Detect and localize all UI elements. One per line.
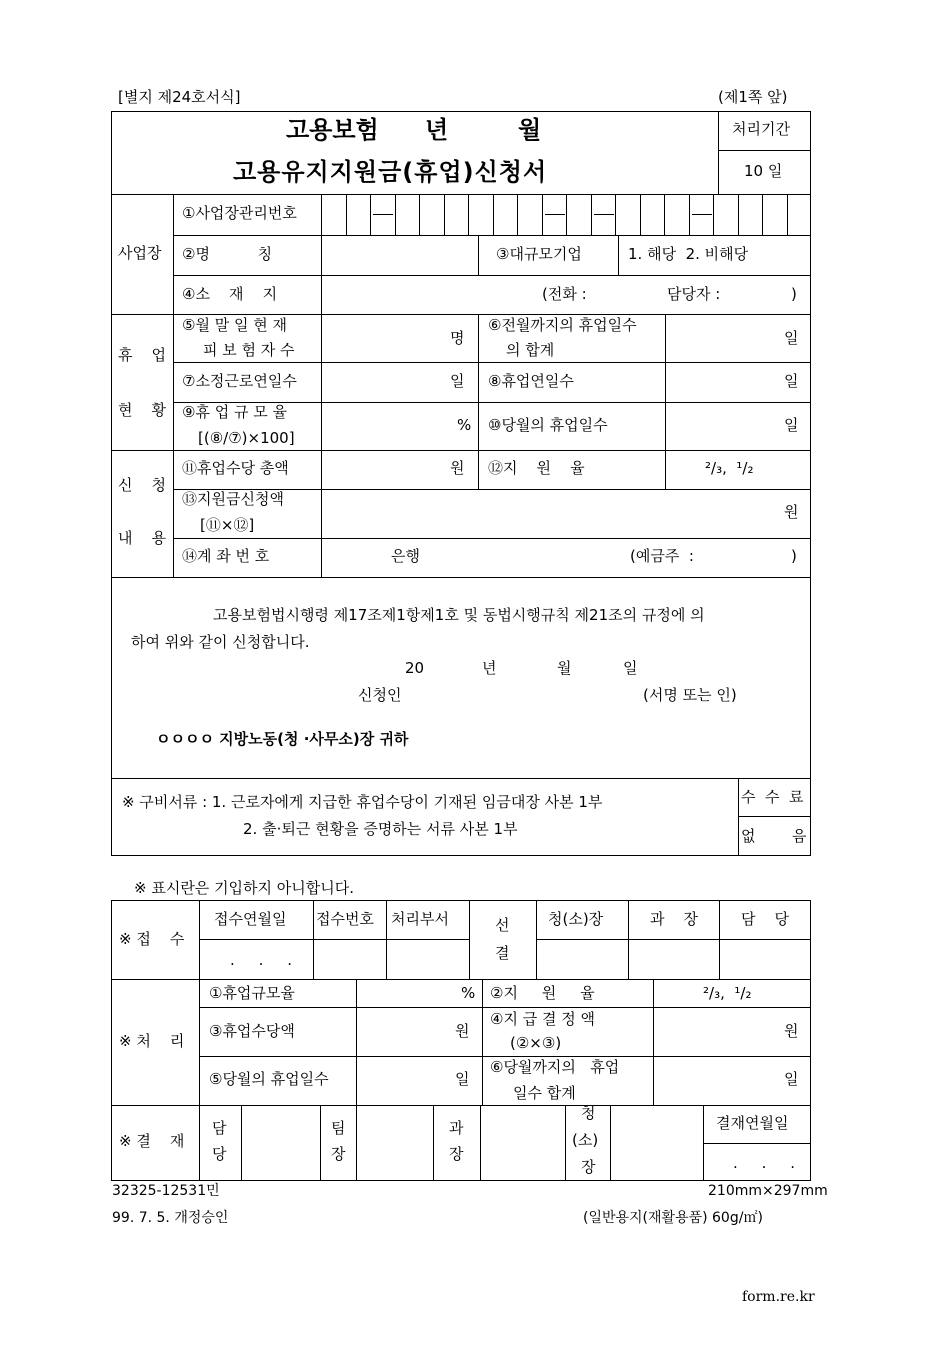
work-days-unit: 일 [450, 372, 465, 390]
date-year: 년 [482, 659, 497, 677]
a-chief-2: (소) [572, 1131, 599, 1149]
fee-value-b: 음 [792, 827, 807, 845]
date-year-prefix: 20 [405, 659, 425, 677]
a-date-dots: . . . [733, 1154, 795, 1172]
decision-label-a: 선 [495, 916, 510, 934]
amount-unit: 원 [784, 503, 799, 521]
insured-label-2: 피 보 험 자 수 [203, 341, 295, 359]
date-day: 일 [623, 659, 638, 677]
workplace-section-label: 사업장 [118, 244, 162, 262]
p-allowance-unit: 원 [455, 1022, 470, 1040]
large-company-label: ③대규모기업 [496, 245, 582, 263]
rate-label: ⑫지 원 율 [488, 459, 585, 477]
footer-size: 210mm×297mm [708, 1183, 828, 1199]
amount-label-1: ⑬지원금신청액 [182, 490, 284, 508]
contact-label: 담당자 : [667, 285, 721, 303]
prev-days-label-2: 의 합계 [506, 341, 555, 359]
p-total-label-1: ⑥당월까지의 휴업 [490, 1058, 620, 1076]
fee-label: 수 수 료 [741, 788, 804, 806]
receipt-label: ※ 접 수 [119, 930, 185, 948]
p-scale-label: ①휴업규모율 [209, 984, 295, 1002]
application-label-2: 내 용 [118, 529, 167, 547]
receipt-no-header: 접수번호 [316, 910, 374, 928]
scale-label-1: ⑨휴 업 규 모 율 [182, 403, 287, 421]
leave-days-label: ⑧휴업연일수 [488, 372, 574, 390]
title-line1-month: 월 [518, 116, 542, 144]
decision-label-b: 결 [495, 944, 510, 962]
dept-header: 처리부서 [391, 910, 449, 928]
p-amount-label-1: ④지 급 결 정 액 [490, 1010, 595, 1028]
a-team-1: 팀 [331, 1119, 346, 1137]
rate-value: ²/₃, ¹/₂ [705, 459, 754, 477]
a-chief-3: 장 [581, 1158, 596, 1176]
section-head-header: 과 장 [650, 910, 699, 928]
month-days-unit: 일 [784, 416, 799, 434]
receipt-date-header: 접수연월일 [214, 910, 287, 928]
p-rate-label: ②지 원 율 [490, 984, 595, 1002]
title-line1-year: 년 [425, 116, 449, 144]
officer-header: 담 당 [741, 910, 790, 928]
receipt-date-dots: . . . [230, 951, 292, 969]
scale-label-2: [(⑧/⑦)×100] [198, 429, 295, 447]
p-scale-unit: % [461, 984, 476, 1002]
work-days-label: ⑦소정근로연일수 [182, 372, 297, 390]
large-company-options: 1. 해당 2. 비해당 [628, 245, 749, 263]
chief-header: 청(소)장 [548, 910, 604, 928]
footer-site: form.re.kr [742, 1289, 815, 1305]
account-label: ⑭계 좌 번 호 [182, 547, 270, 565]
footer-paper: (일반용지(재활용품) 60g/㎡) [583, 1210, 763, 1226]
fee-value-a: 없 [741, 827, 756, 845]
mgmt-no-label: ①사업장관리번호 [182, 204, 297, 222]
p-allowance-label: ③휴업수당액 [209, 1022, 295, 1040]
allowance-unit: 원 [450, 459, 465, 477]
form-title: 고용유지지원금(휴업)신청서 [233, 158, 548, 186]
insured-label-1: ⑤월 말 일 현 재 [182, 316, 287, 334]
p-month-days-label: ⑤당월의 휴업일수 [209, 1070, 329, 1088]
signature-label: (서명 또는 인) [643, 686, 737, 704]
amount-label-2: [⑪×⑫] [200, 516, 255, 534]
scale-unit: % [457, 416, 472, 434]
address-label: ④소 재 지 [182, 285, 278, 303]
leave-status-label-1: 휴 업 [118, 346, 167, 364]
form-number: [별지 제24호서식] [118, 88, 241, 106]
addressee: ㅇㅇㅇㅇ 지방노동(청 ·사무소)장 귀하 [156, 730, 409, 748]
approval-label: ※ 결 재 [119, 1132, 185, 1150]
p-rate-value: ²/₃, ¹/₂ [703, 984, 752, 1002]
a-officer-2: 당 [212, 1145, 227, 1163]
a-officer-1: 담 [212, 1119, 227, 1137]
page-label: (제1쪽 앞) [718, 88, 788, 106]
leave-status-label-2: 현 황 [118, 401, 167, 419]
prev-days-label-1: ⑥전월까지의 휴업일수 [488, 316, 637, 334]
footer-approval: 99. 7. 5. 개정승인 [112, 1210, 229, 1226]
applicant-label: 신청인 [358, 686, 402, 704]
date-month: 월 [557, 659, 572, 677]
insured-unit: 명 [450, 329, 465, 347]
a-section-1: 과 [449, 1119, 464, 1137]
a-section-2: 장 [449, 1145, 464, 1163]
name-label: ②명 칭 [182, 245, 273, 263]
declaration-line-1: 고용보험법시행령 제17조제1항제1호 및 동법시행규칙 제21조의 규정에 의 [213, 606, 705, 624]
p-amount-label-2: (②×③) [510, 1034, 562, 1052]
title-line1-insurance: 고용보험 [286, 116, 379, 144]
phone-label: (전화 : [542, 285, 587, 303]
address-close-paren: ) [791, 285, 797, 303]
a-date-label: 결재연월일 [716, 1114, 789, 1132]
office-use-notice: ※ 표시란은 기입하지 아니합니다. [134, 879, 355, 897]
leave-days-unit: 일 [784, 372, 799, 390]
required-docs-line-1: ※ 구비서류 : 1. 근로자에게 지급한 휴업수당이 기재된 임금대장 사본 1부 [122, 793, 603, 811]
month-days-label: ⑩당월의 휴업일수 [488, 416, 608, 434]
footer-code: 32325-12531민 [112, 1183, 220, 1199]
declaration-line-2: 하여 위와 같이 신청합니다. [131, 633, 310, 651]
p-month-days-unit: 일 [455, 1070, 470, 1088]
processing-period-value: 10 일 [744, 162, 783, 180]
p-total-unit: 일 [784, 1070, 799, 1088]
depositor-label: (예금주 : [630, 547, 694, 565]
prev-days-unit: 일 [784, 329, 799, 347]
account-close-paren: ) [791, 547, 797, 565]
a-chief-1: 청 [581, 1104, 596, 1122]
process-label: ※ 처 리 [119, 1032, 185, 1050]
p-amount-unit: 원 [784, 1022, 799, 1040]
processing-period-label: 처리기간 [732, 120, 790, 138]
allowance-label: ⑪휴업수당 총액 [182, 459, 289, 477]
bank-label: 은행 [391, 547, 420, 565]
p-total-label-2: 일수 합계 [513, 1084, 576, 1102]
a-team-2: 장 [331, 1145, 346, 1163]
application-label-1: 신 청 [118, 476, 167, 494]
required-docs-line-2: 2. 출·퇴근 현황을 증명하는 서류 사본 1부 [243, 820, 518, 838]
